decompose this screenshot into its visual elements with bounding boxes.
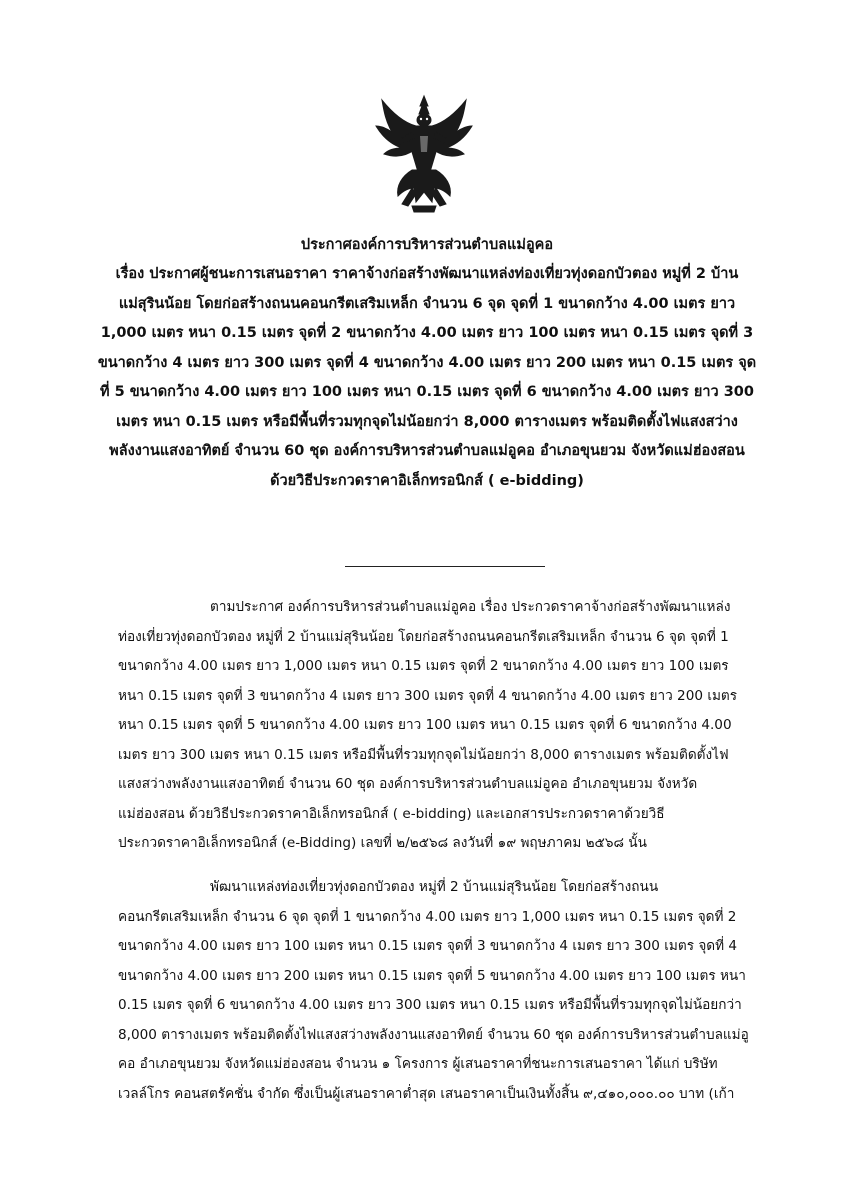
- subject-line: ด้วยวิธีประกวดราคาอิเล็กทรอนิกส์ ( e-bidding): [270, 472, 584, 489]
- paragraph-line: หนา 0.15 เมตร จุดที่ 3 ขนาดกว้าง 4 เมตร ยาว 300 เมตร จุดที่ 4 ขนาดกว้าง 4.00 เมตร ยาว 200 เมตร: [118, 687, 738, 704]
- subject-line: พลังงานแสงอาทิตย์ จำนวน 60 ชุด องค์การบริหารส่วนตำบลแม่อูคอ อำเภอขุนยวม จังหวัดแม่ฮ่องสอน: [109, 443, 745, 459]
- announcement-title: [82, 231, 772, 261]
- paragraph-line: เวลล์โกร คอนสตรัคชั่น จำกัด ซึ่งเป็นผู้เสนอราคาต่ำสุด เสนอราคาเป็นเงินทั้งสิ้น ๙,๔๑๐,๐๐๐.๐๐ บาท (เก้า: [118, 1085, 735, 1102]
- paragraph-line: ตามประกาศ องค์การบริหารส่วนตำบลแม่อูคอ เรื่อง ประกวดราคาจ้างก่อสร้างพัฒนาแหล่ง: [210, 599, 731, 615]
- paragraph-line: พัฒนาแหล่งท่องเที่ยวทุ่งดอกบัวตอง หมู่ที่ 2 บ้านแม่สุรินน้อย โดยก่อสร้างถนน: [210, 879, 659, 895]
- subject-line: ขนาดกว้าง 4 เมตร ยาว 300 เมตร จุดที่ 4 ขนาดกว้าง 4.00 เมตร ยาว 200 เมตร หนา 0.15 เมตร จุด: [97, 354, 757, 371]
- paragraph-line: ขนาดกว้าง 4.00 เมตร ยาว 100 เมตร หนา 0.15 เมตร จุดที่ 3 ขนาดกว้าง 4 เมตร ยาว 300 เมตร จุดที่ 4: [118, 938, 738, 954]
- subject-line: ที่ 5 ขนาดกว้าง 4.00 เมตร ยาว 100 เมตร หนา 0.15 เมตร จุดที่ 6 ขนาดกว้าง 4.00 เมตร ยาว 300: [100, 384, 754, 400]
- subject-line: 1,000 เมตร หนา 0.15 เมตร จุดที่ 2 ขนาดกว้าง 4.00 เมตร ยาว 100 เมตร หนา 0.15 เมตร จุดที่ 3: [100, 325, 754, 341]
- body-paragraph-2: [118, 873, 778, 1109]
- paragraph-line: ท่องเที่ยวทุ่งดอกบัวตอง หมู่ที่ 2 บ้านแม่สุรินน้อย โดยก่อสร้างถนนคอนกรีตเสริมเหล็ก จำนวน 6 จุด จุดที่ 1: [118, 628, 729, 645]
- paragraph-line: ประกวดราคาอิเล็กทรอนิกส์ (e-Bidding) เลขที่ ๒/๒๕๖๘ ลงวันที่ ๑๙ พฤษภาคม ๒๕๖๘ นั้น: [118, 835, 647, 851]
- paragraph-line: ขนาดกว้าง 4.00 เมตร ยาว 1,000 เมตร หนา 0.15 เมตร จุดที่ 2 ขนาดกว้าง 4.00 เมตร ยาว 100 เมตร: [118, 658, 729, 674]
- paragraph-line: แสงสว่างพลังงานแสงอาทิตย์ จำนวน 60 ชุด องค์การบริหารส่วนตำบลแม่อูคอ อำเภอขุนยวม จังหวัด: [118, 776, 698, 792]
- paragraph-line: หนา 0.15 เมตร จุดที่ 5 ขนาดกว้าง 4.00 เมตร ยาว 100 เมตร หนา 0.15 เมตร จุดที่ 6 ขนาดกว้าง 4.00: [118, 717, 732, 733]
- subject-line: เมตร หนา 0.15 เมตร หรือมีพื้นที่รวมทุกจุดไม่น้อยกว่า 8,000 ตารางเมตร พร้อมติดตั้งไฟแสงสว่าง: [116, 413, 738, 430]
- paragraph-line: แม่ฮ่องสอน ด้วยวิธีประกวดราคาอิเล็กทรอนิกส์ ( e-bidding) และเอกสารประกวดราคาด้วยวิธี: [118, 805, 665, 822]
- paragraph-line: คอ อำเภอขุนยวม จังหวัดแม่ฮ่องสอน จำนวน ๑ โครงการ ผู้เสนอราคาที่ชนะการเสนอราคา ได้แก่ บริษัท: [118, 1056, 718, 1072]
- paragraph-line: ขนาดกว้าง 4.00 เมตร ยาว 200 เมตร หนา 0.15 เมตร จุดที่ 5 ขนาดกว้าง 4.00 เมตร ยาว 100 เมตร หนา: [118, 967, 746, 984]
- paragraph-line: คอนกรีตเสริมเหล็ก จำนวน 6 จุด จุดที่ 1 ขนาดกว้าง 4.00 เมตร ยาว 1,000 เมตร หนา 0.15 เมตร จุดที่ 2: [118, 908, 737, 925]
- subject-line: แม่สุรินน้อย โดยก่อสร้างถนนคอนกรีตเสริมเหล็ก จำนวน 6 จุด จุดที่ 1 ขนาดกว้าง 4.00 เมตร ยาว: [118, 295, 736, 312]
- paragraph-line: เมตร ยาว 300 เมตร หนา 0.15 เมตร หรือมีพื้นที่รวมทุกจุดไม่น้อยกว่า 8,000 ตารางเมตร พร้อมติดตั้งไฟ: [118, 746, 729, 763]
- garuda-emblem-icon: [372, 92, 476, 214]
- announcement-subject: [82, 260, 772, 496]
- section-divider: [345, 566, 545, 567]
- paragraph-line: 0.15 เมตร จุดที่ 6 ขนาดกว้าง 4.00 เมตร ยาว 300 เมตร หนา 0.15 เมตร หรือมีพื้นที่รวมทุกจุดไม่น้อยกว่า: [118, 997, 742, 1013]
- org-title: ประกาศองค์การบริหารส่วนตำบลแม่อูคอ: [300, 237, 554, 253]
- subject-line: เรื่อง ประกาศผู้ชนะการเสนอราคา ราคาจ้างก่อสร้างพัฒนาแหล่งท่องเที่ยวทุ่งดอกบัวตอง หมู่ที่ 2 บ้าน: [115, 266, 739, 282]
- paragraph-line: 8,000 ตารางเมตร พร้อมติดตั้งไฟแสงสว่างพลังงานแสงอาทิตย์ จำนวน 60 ชุด องค์การบริหารส่วนตำบลแม่อู: [118, 1026, 749, 1043]
- body-paragraph-1: [118, 593, 778, 859]
